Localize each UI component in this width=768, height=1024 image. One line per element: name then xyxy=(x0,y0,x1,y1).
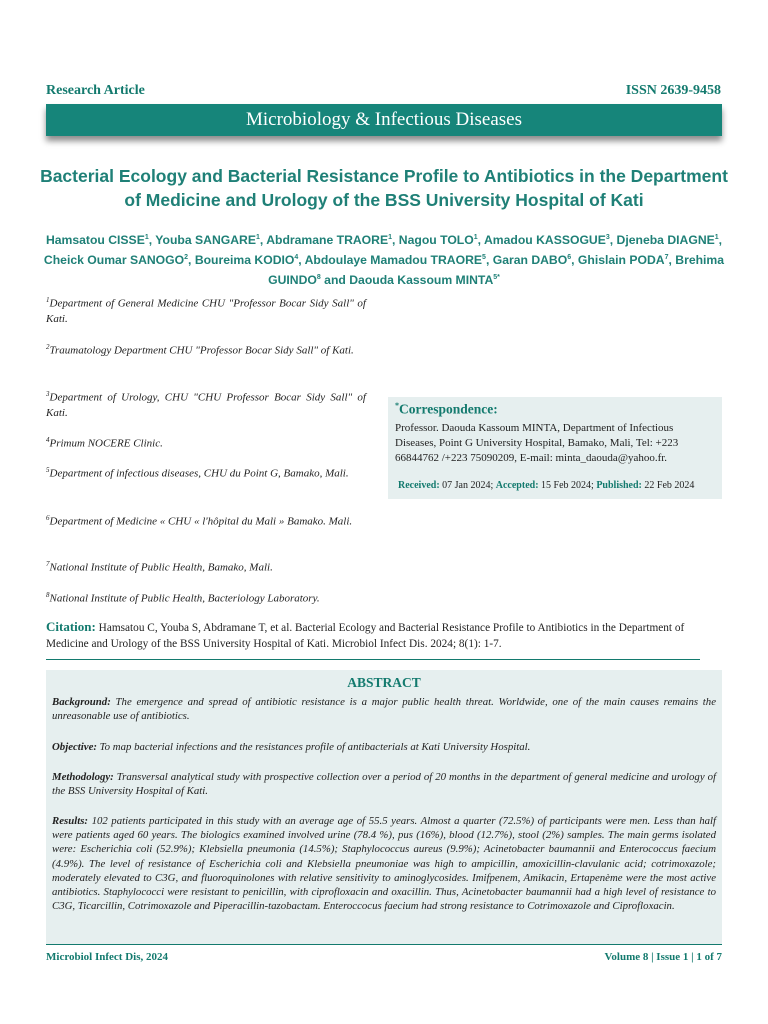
author: Cheick Oumar SANOGO$^2$ xyxy=(43,253,189,268)
citation: Citation: Hamsatou C, Youba S, Abdramane T, et al. Bacterial Ecology and Bacterial Resistance Profile to Antibiotics in the Department of Medicine and Urology of the BSS University Hospital of Kati. Microbiol Infect Dis. 2024; 8(1): 1-7. xyxy=(46,619,685,650)
abstract-box xyxy=(46,670,722,945)
abstract-results: Results: 102 patients participated in this study with an average age of 55.5 years. Almost a quarter (72.5%) of participants were men. Less than half were patients aged 60 years. The biologics examined involved urine (78.4 %), pus (16%), blood (12.7%), stool (2%) samples. The main germs isolated were: Escherichia coli (52.9%); Klebsiella pneumonia (14.5%); Staphylococcus aureus (9.9%); Acinetobacter baumannii and Enterococcus faecium (4.9%). The level of resistance of Escherichia coli and Klebsiella pneumoniae was high to ampicillin, amoxicillin-clavulanic acid; cotrimoxazole; moderately elevated to C3G, and fluoroquinolones with relative sensitivity to aminoglycosides. Imifpenem, Amikacin, Ertapenème were the most active antibiotics. Staphylococci were resistant to penicillin, with ciprofloxacin and oxacillin. Thus, Acinetobacter baumannii had a high level of resistance to C3G, Ticarcillin, Cotrimoxazole and Piperacillin-tazobactam. Enteroccocus faecium had strong resistance to Cotrimoxazole and Ciprofloxacin. xyxy=(52,815,717,913)
article-type: Research Article xyxy=(46,83,145,98)
journal-banner xyxy=(46,104,722,136)
author-list: Hamsatou CISSE$^1$, Youba SANGARE$^1$, Abdramane TRAORE$^1$, Nagou TOLO$^1$, Amadou KASSOGUE$^3$, Djeneba DIAGNE$^1$, Cheick Oumar SANOGO$^2$, Boureima KODIO$^4$, Abdoulaye Mamadou TRAORE$^5$, Garan DABO$^6$, Ghislain PODA$^7$, Brehima GUINDO$^8$ and Daouda Kassoum $MINTA^{5*}$ xyxy=(43,233,725,288)
article-dates: Received: 07 Jan 2024; Accepted: 15 Feb 2024; Published: 22 Feb 2024 xyxy=(398,480,695,491)
issn: ISSN 2639-9458 xyxy=(625,83,721,98)
author: Boureima KODIO$^4$ xyxy=(194,253,299,268)
affiliation: $^7$National Institute of Public Health, Bamako, Mali. xyxy=(46,560,273,574)
affiliation: $^3$Department of Urology, CHU "CHU Professor Bocar Sidy Sall" of Kati. xyxy=(46,390,366,420)
affiliation: $^5$Department of infectious diseases, CHU du Point G, Bamako, Mali. xyxy=(46,466,349,480)
footer-journal: Microbiol Infect Dis, 2024 xyxy=(46,951,169,963)
author: Hamsatou CISSE$^1$ xyxy=(45,233,149,248)
correspondence-text: Professor. Daouda Kassoum MINTA, Department of Infectious Diseases, Point G University Hospital, Bamako, Mali, Tel: +223 66844762 /+223 75090209, E-mail: minta_daouda@yahoo.fr. xyxy=(395,422,679,464)
abstract-objective: Objective: To map bacterial infections and the resistances profile of antibacterials at Kati University Hospital. xyxy=(52,741,531,753)
author: Ghislain PODA$^7$ xyxy=(577,253,669,268)
author: Brehima GUINDO$^8$ xyxy=(268,253,725,288)
paper-title: Bacterial Ecology and Bacterial Resistance Profile to Antibiotics in the Department of Medicine and Urology of the BSS University Hospital of Kati xyxy=(40,166,728,210)
footer-page-info: Volume 8 | Issue 1 | 1 of 7 xyxy=(604,951,722,963)
correspondence-heading: *Correspondence: xyxy=(395,401,498,417)
author: Youba SANGARE$^1$ xyxy=(155,233,260,248)
affiliation: $^8$National Institute of Public Health, Bacteriology Laboratory. xyxy=(46,591,320,605)
author: Abdoulaye Mamadou TRAORE$^5$ xyxy=(304,253,486,268)
divider xyxy=(46,659,700,660)
correspondence-box xyxy=(388,397,722,499)
abstract-background: Background: The emergence and spread of antibiotic resistance is a major public health threat. Worldwide, one of the main causes remains the unreasonable use of antibiotics. xyxy=(52,696,716,723)
author: Amadou KASSOGUE$^3$ xyxy=(483,233,610,248)
abstract-heading: ABSTRACT xyxy=(347,675,421,690)
affiliation: $^2$Traumatology Department CHU "Professor Bocar Sidy Sall" of Kati. xyxy=(46,343,354,357)
footer-divider xyxy=(46,944,722,945)
author: Nagou TOLO$^1$ xyxy=(398,233,478,248)
author: Abdramane TRAORE$^1$ xyxy=(266,233,393,248)
author: Daouda Kassoum $MINTA^{5*}$ xyxy=(349,273,500,288)
affiliation: $^1$Department of General Medicine CHU "Professor Bocar Sidy Sall" of Kati. xyxy=(46,296,366,326)
author: Djeneba DIAGNE$^1$ xyxy=(616,233,719,248)
author: Garan DABO$^6$ xyxy=(492,253,572,268)
affiliation: $^6$Department of Medicine « CHU « l'hôpital du Mali » Bamako. Mali. xyxy=(46,514,353,528)
affiliation: $^4$Primum NOCERE Clinic. xyxy=(46,436,163,450)
abstract-methodology: Methodology: Transversal analytical study with prospective collection over a period of 20 months in the department of general medicine and urology of the BSS University Hospital of Kati. xyxy=(52,771,716,798)
journal-name: Microbiology & Infectious Diseases xyxy=(246,109,522,130)
